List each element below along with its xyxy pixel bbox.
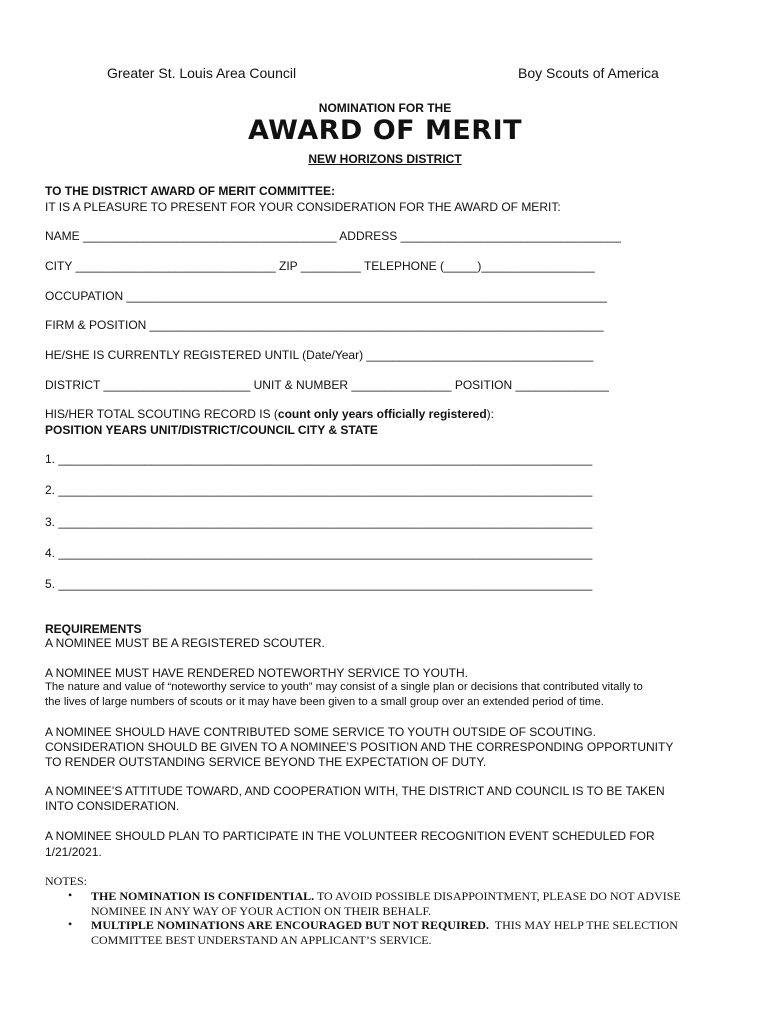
record-suffix: ): — [486, 407, 494, 421]
requirement-event-date: 1/21/2021. — [45, 845, 102, 859]
note-confidential — [91, 889, 681, 904]
record-emphasis: count only years officially registered — [277, 407, 487, 421]
note-confidential-text: TO AVOID POSSIBLE DISAPPOINTMENT, PLEASE DO NOT ADVISE — [314, 889, 681, 903]
district-title: NEW HORIZONS DISTRICT — [308, 152, 462, 166]
district-unit-position-field: DISTRICT ______________________ UNIT & NUMBER _______________ POSITION ______________ — [45, 378, 609, 392]
requirement-service-detail: the lives of large numbers of scouts or it may have been given to a small group over an extended period of time. — [45, 696, 604, 708]
requirement-attitude: A NOMINEE’S ATTITUDE TOWARD, AND COOPERATION WITH, THE DISTRICT AND COUNCIL IS TO BE TAKEN — [45, 784, 665, 798]
record-row: 3. ________________________________________________________________________________ — [45, 515, 593, 529]
record-row: 5. ________________________________________________________________________________ — [45, 577, 593, 591]
note-multiple — [91, 918, 678, 933]
note-multiple-text: THIS MAY HELP THE SELECTION — [488, 918, 678, 932]
notes-heading: NOTES: — [45, 874, 87, 888]
requirement-service: A NOMINEE MUST HAVE RENDERED NOTEWORTHY SERVICE TO YOUTH. — [45, 666, 468, 680]
note-confidential-emphasis: THE NOMINATION IS CONFIDENTIAL. — [91, 889, 315, 903]
record-row: 1. ________________________________________________________________________________ — [45, 452, 593, 466]
requirement-event: A NOMINEE SHOULD PLAN TO PARTICIPATE IN THE VOLUNTEER RECOGNITION EVENT SCHEDULED FOR — [45, 829, 655, 843]
council-name: Greater St. Louis Area Council — [107, 65, 297, 81]
record-row: 2. ________________________________________________________________________________ — [45, 483, 593, 497]
city-zip-phone-field: CITY ______________________________ ZIP _________ TELEPHONE (_____)_________________ — [45, 259, 595, 273]
note-multiple-emphasis: MULTIPLE NOMINATIONS ARE ENCOURAGED BUT NOT REQUIRED. — [91, 918, 489, 932]
committee-address: TO THE DISTRICT AWARD OF MERIT COMMITTEE: — [45, 184, 335, 198]
note-confidential-line2: NOMINEE IN ANY WAY OF YOUR ACTION ON THEIR BEHALF. — [91, 904, 432, 918]
record-row: 4. ________________________________________________________________________________ — [45, 546, 593, 560]
name-address-field: NAME ______________________________________ ADDRESS _________________________________ — [45, 229, 621, 243]
requirement-outside-service: TO RENDER OUTSTANDING SERVICE BEYOND THE EXPECTATION OF DUTY. — [45, 755, 487, 769]
requirements-heading: REQUIREMENTS — [45, 622, 142, 636]
note-multiple-line2: COMMITTEE BEST UNDERSTAND AN APPLICANT’S SERVICE. — [91, 933, 432, 947]
intro-text: IT IS A PLEASURE TO PRESENT FOR YOUR CONSIDERATION FOR THE AWARD OF MERIT: — [45, 200, 561, 214]
occupation-field: OCCUPATION ________________________________________________________________________ — [45, 289, 608, 303]
registration-date-field: HE/SHE IS CURRENTLY REGISTERED UNTIL (Date/Year) __________________________________ — [45, 348, 594, 362]
requirement-service-detail: The nature and value of “noteworthy service to youth” may consist of a single plan or decisions that contributed vitally to — [45, 681, 643, 693]
firm-position-field: FIRM & POSITION ____________________________________________________________________ — [45, 318, 604, 332]
requirement-outside-service: CONSIDERATION SHOULD BE GIVEN TO A NOMINEE’S POSITION AND THE CORRESPONDING OPPORTUNITY — [45, 740, 674, 754]
requirement-attitude: INTO CONSIDERATION. — [45, 799, 180, 813]
record-columns: POSITION YEARS UNIT/DISTRICT/COUNCIL CITY & STATE — [45, 423, 378, 437]
bullet-icon: • — [68, 888, 73, 902]
bullet-icon: • — [68, 917, 73, 931]
requirement-outside-service: A NOMINEE SHOULD HAVE CONTRIBUTED SOME SERVICE TO YOUTH OUTSIDE OF SCOUTING. — [45, 725, 596, 739]
organization-name: Boy Scouts of America — [518, 65, 659, 81]
requirement-registered: A NOMINEE MUST BE A REGISTERED SCOUTER. — [45, 636, 325, 650]
scouting-record-heading — [45, 407, 494, 421]
record-prefix: HIS/HER TOTAL SCOUTING RECORD IS ( — [45, 407, 278, 421]
nomination-heading: NOMINATION FOR THE — [318, 101, 452, 115]
page-title: AWARD OF MERIT — [247, 115, 523, 146]
